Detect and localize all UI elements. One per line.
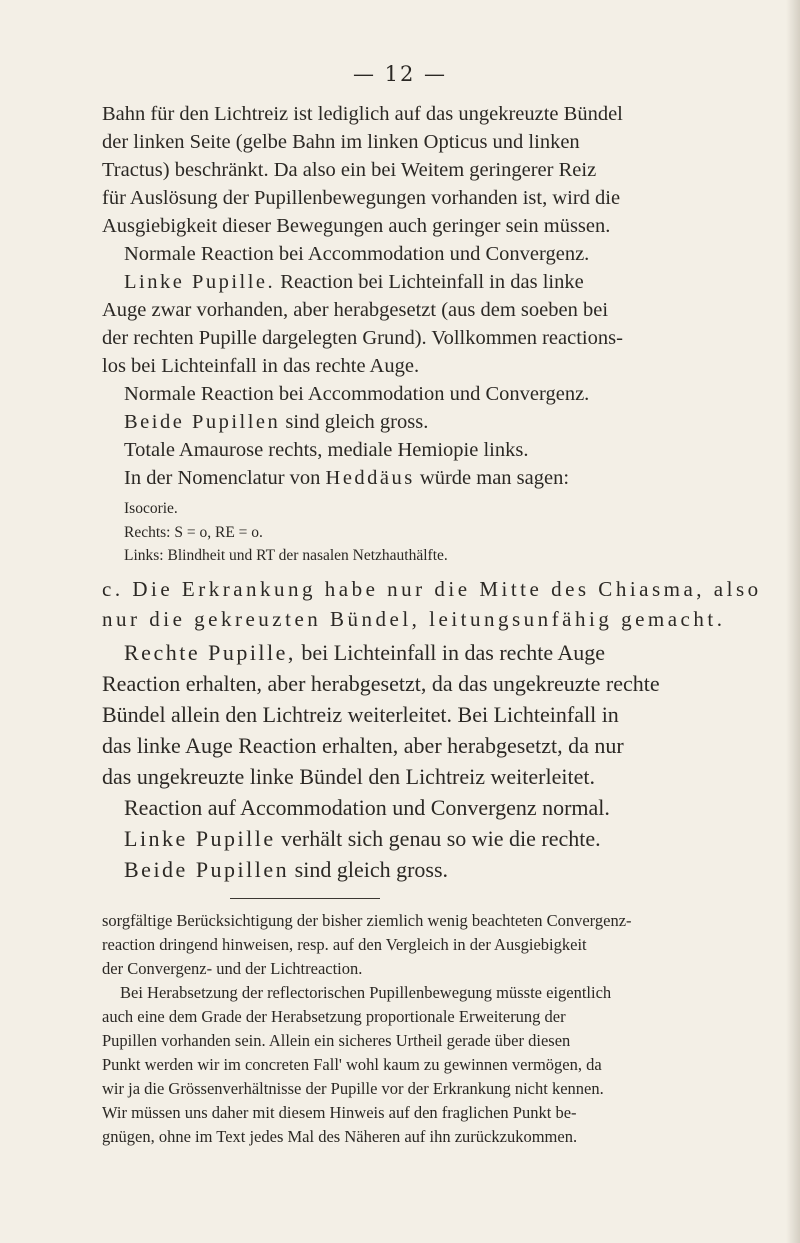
footnote-line: reaction dringend hinweisen, resp. auf den Vergleich in der Ausgiebigkeit — [102, 935, 587, 954]
beide-pupillen-heading: Beide Pupillen — [124, 857, 290, 882]
footnote-line: Wir müssen uns daher mit diesem Hinweis auf den fraglichen Punkt be- — [102, 1103, 577, 1122]
section-c-heading: c. Die Erkrankung habe nur die Mitte des Chiasma, also — [102, 577, 762, 601]
text-line: Reaction auf Accommodation und Convergenz normal. — [124, 795, 610, 820]
linke-pupille-text: Reaction bei Lichteinfall in das linke — [275, 271, 584, 293]
formula-line: Links: Blindheit und RT der nasalen Netzhauthälfte. — [124, 547, 448, 564]
footnote-line: wir ja die Grössenverhältnisse der Pupille vor der Erkrankung nicht kennen. — [102, 1079, 604, 1098]
footnote-line: Bei Herabsetzung der reflectorischen Pupillenbewegung müsste eigentlich — [120, 983, 612, 1002]
text-line — [124, 640, 605, 666]
footnote-line: sorgfältige Berücksichtigung der bisher ziemlich wenig beachteten Convergenz- — [102, 911, 632, 930]
text-line — [124, 826, 601, 852]
formula-line: Isocorie. — [124, 500, 178, 517]
linke-pupille-heading: Linke Pupille — [124, 826, 276, 851]
text-line: Bündel allein den Lichtreiz weiterleitet. Bei Lichteinfall in — [102, 702, 619, 727]
footnote-line: gnügen, ohne im Text jedes Mal des Näheren auf ihn zurückzukommen. — [102, 1127, 578, 1146]
footnote-line: der Convergenz- und der Lichtreaction. — [102, 959, 363, 978]
page-number: — 12 — — [352, 62, 448, 86]
beide-pupillen-text: sind gleich gross. — [285, 411, 429, 433]
text-line — [124, 271, 584, 294]
text-line: der rechten Pupille dargelegten Grund). Vollkommen reactions- — [102, 327, 623, 349]
linke-pupille-heading: Linke Pupille. — [124, 271, 276, 293]
text-line: los bei Lichteinfall in das rechte Auge. — [102, 355, 420, 377]
text-line — [124, 467, 569, 490]
linke-pupille-text: verhält sich genau so wie die rechte. — [275, 826, 601, 851]
beide-pupillen-heading: Beide Pupillen — [124, 411, 281, 433]
section-c-heading: nur die gekreuzten Bündel, leitungsunfähig gemacht. — [102, 607, 726, 631]
text-line: Tractus) beschränkt. Da also ein bei Weitem geringerer Reiz — [102, 159, 597, 181]
text-line: Normale Reaction bei Accommodation und Convergenz. — [124, 383, 590, 405]
beide-pupillen-text: sind gleich gross. — [289, 857, 449, 882]
text-line: das ungekreuzte linke Bündel den Lichtreiz weiterleitet. — [102, 764, 595, 789]
nomenclatur-rest: würde man sagen: — [419, 467, 570, 489]
heddaeus-name: Heddäus — [325, 467, 415, 489]
text-line: das linke Auge Reaction erhalten, aber herabgesetzt, da nur — [102, 733, 624, 758]
footnote-line: Punkt werden wir im concreten Fall' wohl kaum zu gewinnen vermögen, da — [102, 1055, 602, 1074]
text-line: Auge zwar vorhanden, aber herabgesetzt (aus dem soeben bei — [102, 299, 609, 321]
footnote-line: Pupillen vorhanden sein. Allein ein sicheres Urtheil gerade über diesen — [102, 1031, 571, 1050]
text-line: für Auslösung der Pupillenbewegungen vorhanden ist, wird die — [102, 187, 621, 209]
text-line — [124, 411, 428, 434]
formula-line: Rechts: S = o, RE = o. — [124, 524, 263, 541]
footnote-rule — [230, 898, 380, 899]
text-line: Ausgiebigkeit dieser Bewegungen auch geringer sein müssen. — [102, 215, 611, 237]
text-line: Totale Amaurose rechts, mediale Hemiopie links. — [124, 439, 529, 461]
text-line: Normale Reaction bei Accommodation und Convergenz. — [124, 243, 590, 265]
text-line: Reaction erhalten, aber herabgesetzt, da das ungekreuzte rechte — [102, 671, 660, 696]
nomenclatur-text: In der Nomenclatur von — [124, 467, 321, 489]
page-edge-shadow — [786, 0, 800, 1243]
text-line: Bahn für den Lichtreiz ist lediglich auf das ungekreuzte Bündel — [102, 103, 623, 125]
rechte-pupille-heading: Rechte Pupille, — [124, 640, 296, 665]
text-line — [124, 857, 448, 883]
text-line: der linken Seite (gelbe Bahn im linken Opticus und linken — [102, 131, 580, 153]
rechte-pupille-text: bei Lichteinfall in das rechte Auge — [295, 640, 606, 665]
footnote-line: auch eine dem Grade der Herabsetzung proportionale Erweiterung der — [102, 1007, 566, 1026]
